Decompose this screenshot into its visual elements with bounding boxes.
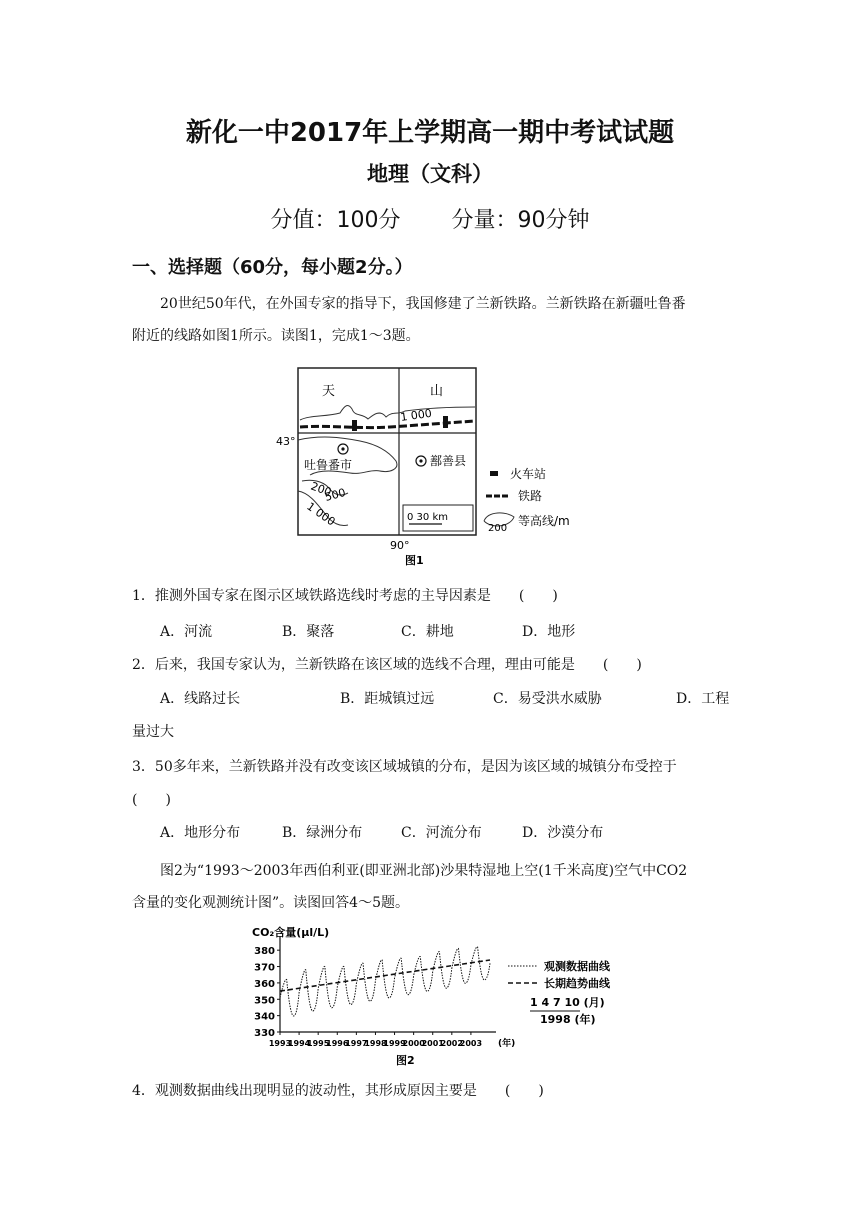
question-1: 1．推测外国专家在图示区域铁路选线时考虑的主导因素是 ( ) bbox=[132, 588, 558, 604]
x-tick-label: 1998 bbox=[364, 1039, 387, 1048]
q3-option-a: A．地形分布 bbox=[160, 825, 241, 841]
exam-subtitle: 地理（文科） bbox=[367, 162, 493, 186]
question-4: 4．观测数据曲线出现明显的波动性，其形成原因主要是 ( ) bbox=[132, 1083, 544, 1099]
city-shanshan: 鄯善县 bbox=[430, 454, 467, 468]
legend-inset-months: 1 4 7 10 (月) bbox=[530, 996, 605, 1009]
contour-1000-north bbox=[300, 406, 475, 420]
lon-label: 90° bbox=[390, 539, 410, 552]
chart-axes bbox=[254, 936, 515, 1049]
y-tick-label: 330 bbox=[254, 1028, 275, 1039]
label-shan: 山 bbox=[430, 384, 444, 399]
x-tick-label: 1997 bbox=[345, 1039, 368, 1048]
q1-option-d: D．地形 bbox=[522, 624, 576, 640]
intro2-line-1: 图2为“1993～2003年西伯利亚(即亚洲北部)沙果特湿地上空(1千米高度)空气中CO2 bbox=[160, 863, 688, 879]
y-tick-label: 340 bbox=[254, 1011, 275, 1023]
contour-500-label: 500 bbox=[323, 485, 348, 504]
figure2-chart bbox=[244, 922, 624, 1070]
x-tick-label: 1995 bbox=[307, 1039, 330, 1048]
y-tick-label: 350 bbox=[254, 995, 275, 1007]
x-axis-label: (年) bbox=[498, 1039, 516, 1049]
chart-series bbox=[280, 947, 490, 1016]
x-tick-label: 2002 bbox=[440, 1039, 463, 1048]
q3-option-d: D．沙漠分布 bbox=[522, 825, 604, 841]
q2-option-a: A．线路过长 bbox=[160, 691, 241, 707]
station-1 bbox=[352, 420, 357, 431]
x-tick-label: 1999 bbox=[383, 1039, 406, 1048]
label-tian: 天 bbox=[322, 384, 336, 399]
legend-trend: 长期趋势曲线 bbox=[544, 977, 610, 990]
city-marker-dot bbox=[341, 447, 344, 450]
legend-station-icon bbox=[490, 471, 498, 476]
legend-railway: 铁路 bbox=[518, 489, 543, 503]
legend-contour-num: 200 bbox=[488, 523, 508, 534]
x-tick-label: 1994 bbox=[287, 1039, 311, 1048]
lat-label: 43° bbox=[276, 435, 296, 448]
legend-station: 火车站 bbox=[510, 467, 547, 481]
scale-label: 0 30 km bbox=[407, 512, 448, 523]
y-tick-label: 380 bbox=[254, 946, 275, 958]
chart-ylabel: CO₂含量(μl/L) bbox=[252, 926, 330, 939]
x-tick-label: 2001 bbox=[421, 1039, 444, 1048]
q3-continuation: ( ) bbox=[132, 792, 171, 808]
q1-option-b: B．聚落 bbox=[282, 624, 335, 640]
x-tick-label: 1993 bbox=[268, 1039, 292, 1048]
q2-option-c: C．易受洪水威胁 bbox=[493, 691, 602, 707]
x-tick-label: 2000 bbox=[402, 1039, 425, 1048]
legend-observed: 观测数据曲线 bbox=[544, 960, 610, 973]
legend-contour: 等高线/m bbox=[518, 514, 570, 528]
q1-option-a: A．河流 bbox=[160, 624, 213, 640]
x-tick-label: 2003 bbox=[459, 1039, 483, 1048]
time-value: 分量：90分钟 bbox=[451, 208, 590, 233]
score-value: 分值：100分 bbox=[270, 208, 401, 233]
exam-title: 新化一中2017年上学期高一期中考试试题 bbox=[185, 118, 675, 148]
q2-option-d: D．工程 bbox=[676, 691, 730, 707]
y-tick-label: 370 bbox=[254, 962, 275, 974]
figure1-map bbox=[270, 365, 600, 570]
railway-line bbox=[300, 421, 475, 428]
contour-1000-label: 1 000 bbox=[399, 406, 433, 424]
score-line bbox=[0, 203, 860, 234]
intro2-line-2: 含量的变化观测统计图”。读图回答4～5题。 bbox=[132, 895, 409, 911]
x-tick-label: 1996 bbox=[326, 1039, 349, 1048]
question-2: 2．后来，我国专家认为，兰新铁路在该区域的选线不合理，理由可能是 ( ) bbox=[132, 657, 642, 673]
city-turpan: 吐鲁番市 bbox=[304, 458, 353, 472]
series-observed bbox=[280, 947, 490, 1016]
contour-200-label: 200 bbox=[308, 479, 334, 500]
section-title: 一、选择题（60分，每小题2分。） bbox=[132, 257, 413, 278]
intro-line-1: 20世纪50年代，在外国专家的指导下，我国修建了兰新铁路。兰新铁路在新疆吐鲁番 bbox=[160, 296, 686, 312]
figure1-caption: 图1 bbox=[405, 554, 424, 567]
q2-option-b: B．距城镇过远 bbox=[340, 691, 435, 707]
city-marker-dot bbox=[419, 459, 422, 462]
intro-line-2: 附近的线路如图1所示。读图1，完成1～3题。 bbox=[132, 328, 420, 344]
q2-continuation: 量过大 bbox=[132, 724, 174, 740]
q3-option-c: C．河流分布 bbox=[401, 825, 482, 841]
q3-option-b: B．绿洲分布 bbox=[282, 825, 363, 841]
y-tick-label: 360 bbox=[254, 978, 275, 990]
question-3: 3．50多年来，兰新铁路并没有改变该区域城镇的分布，是因为该区域的城镇分布受控于 bbox=[132, 759, 677, 775]
station-2 bbox=[443, 416, 448, 428]
legend-inset-year: 1998 (年) bbox=[540, 1013, 596, 1026]
q1-option-c: C．耕地 bbox=[401, 624, 454, 640]
contour-1000-label-south: 1 000 bbox=[304, 499, 338, 529]
figure2-caption: 图2 bbox=[396, 1054, 415, 1067]
